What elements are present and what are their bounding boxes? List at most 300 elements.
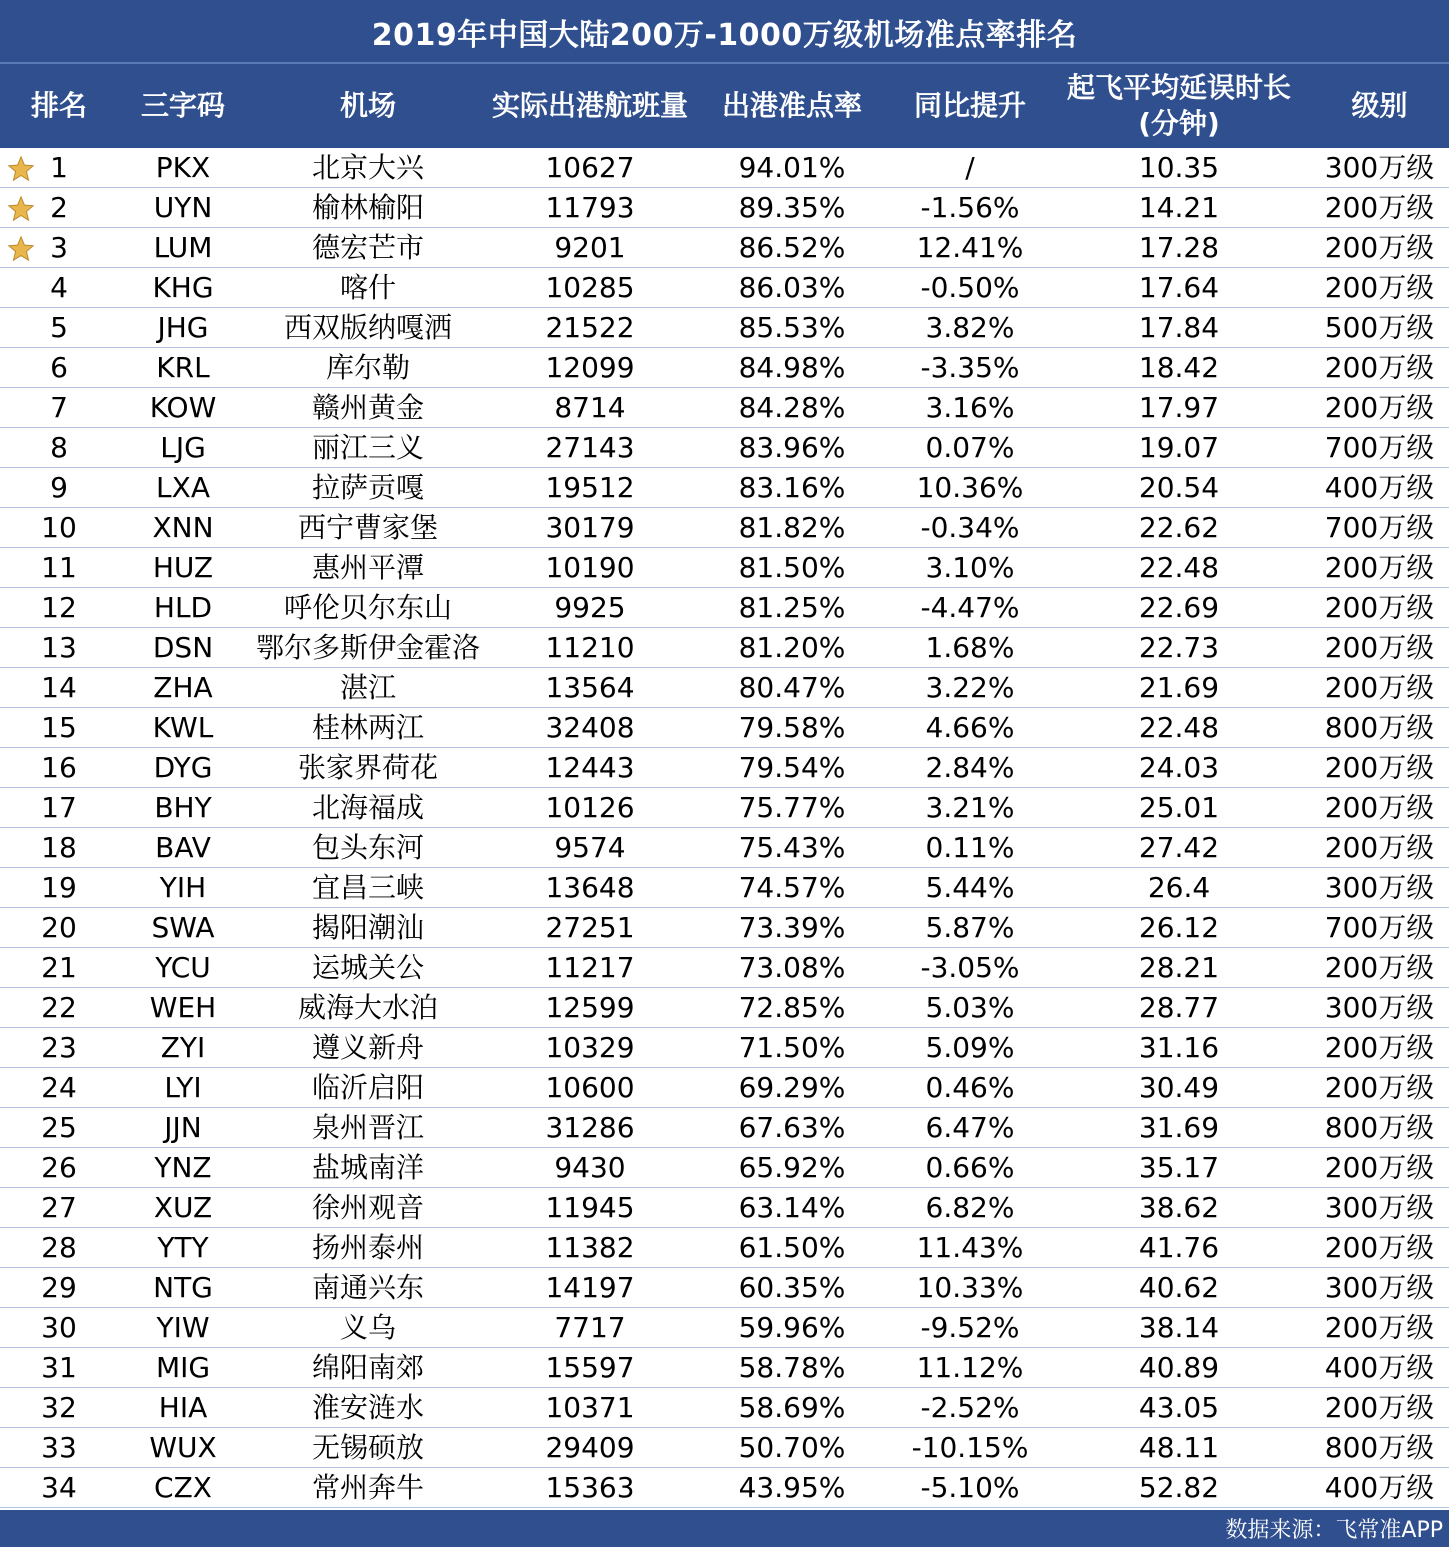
cell-rank: [0, 1028, 118, 1068]
table-row: [0, 708, 1449, 748]
cell-yoy: 3.21%: [925, 791, 1015, 824]
cell-ontime: 59.96%: [738, 1311, 846, 1344]
cell-ontime: 85.53%: [738, 311, 846, 344]
cell-code: BAV: [155, 831, 211, 864]
rank-number: 16: [41, 751, 77, 784]
cell-code: PKX: [155, 151, 211, 184]
cell-rank: [0, 1308, 118, 1348]
cell-code: HLD: [153, 591, 213, 624]
cell-airport: 遵义新舟: [311, 1031, 424, 1064]
header-delay-line2: (分钟): [1138, 107, 1220, 140]
cell-yoy: 0.66%: [925, 1151, 1015, 1184]
cell-delay: 52.82: [1138, 1471, 1220, 1504]
cell-delay: 22.48: [1138, 711, 1220, 744]
cell-rank: [0, 348, 118, 388]
rank-number: 2: [50, 191, 68, 224]
header-level: 级别: [1351, 89, 1408, 122]
table-row: [0, 1428, 1449, 1468]
cell-ontime: 81.25%: [738, 591, 846, 624]
cell-flights: 21522: [545, 311, 635, 344]
cell-level: 200万级: [1324, 951, 1435, 984]
cell-airport: 湛江: [339, 671, 396, 704]
table-row: [0, 1068, 1449, 1108]
cell-code: SWA: [151, 911, 215, 944]
cell-airport: 北京大兴: [311, 151, 424, 184]
cell-yoy: 1.68%: [925, 631, 1015, 664]
cell-level: 200万级: [1324, 1151, 1435, 1184]
rank-number: 1: [50, 151, 68, 184]
rank-number: 14: [41, 671, 77, 704]
cell-rank: [0, 308, 118, 348]
cell-level: 300万级: [1324, 1191, 1435, 1224]
cell-rank: [0, 228, 118, 268]
rank-number: 6: [50, 351, 68, 384]
cell-ontime: 84.28%: [738, 391, 846, 424]
cell-yoy: -0.50%: [920, 271, 1020, 304]
cell-code: LYI: [164, 1071, 202, 1104]
rank-number: 22: [41, 991, 77, 1024]
cell-delay: 17.28: [1138, 231, 1220, 264]
cell-rank: [0, 908, 118, 948]
cell-level: 700万级: [1324, 511, 1435, 544]
cell-level: 200万级: [1324, 271, 1435, 304]
cell-rank: [0, 508, 118, 548]
cell-airport: 宜昌三峡: [311, 871, 424, 904]
cell-rank: [0, 1068, 118, 1108]
cell-flights: 27143: [545, 431, 635, 464]
cell-yoy: 2.84%: [925, 751, 1015, 784]
cell-delay: 27.42: [1138, 831, 1220, 864]
cell-delay: 22.48: [1138, 551, 1220, 584]
cell-level: 300万级: [1324, 871, 1435, 904]
cell-airport: 德宏芒市: [311, 231, 424, 264]
cell-yoy: -9.52%: [920, 1311, 1020, 1344]
cell-flights: 15597: [545, 1351, 635, 1384]
cell-ontime: 50.70%: [738, 1431, 846, 1464]
cell-yoy: -3.35%: [920, 351, 1020, 384]
cell-flights: 29409: [545, 1431, 635, 1464]
cell-ontime: 73.08%: [738, 951, 846, 984]
rank-number: 33: [41, 1431, 77, 1464]
cell-rank: [0, 748, 118, 788]
cell-code: HIA: [158, 1391, 208, 1424]
cell-yoy: 0.11%: [925, 831, 1015, 864]
cell-rank: [0, 668, 118, 708]
cell-airport: 扬州泰州: [311, 1231, 424, 1264]
cell-ontime: 79.54%: [738, 751, 846, 784]
cell-code: DYG: [153, 751, 213, 784]
cell-rank: [0, 1228, 118, 1268]
cell-ontime: 69.29%: [738, 1071, 846, 1104]
cell-flights: 11945: [545, 1191, 635, 1224]
cell-yoy: 5.03%: [925, 991, 1015, 1024]
table-row: [0, 1108, 1449, 1148]
cell-ontime: 61.50%: [738, 1231, 846, 1264]
cell-flights: 10371: [545, 1391, 635, 1424]
cell-yoy: 12.41%: [916, 231, 1024, 264]
cell-level: 500万级: [1324, 311, 1435, 344]
cell-level: 200万级: [1324, 1031, 1435, 1064]
rank-number: 28: [41, 1231, 77, 1264]
cell-level: 700万级: [1324, 911, 1435, 944]
cell-rank: [0, 1348, 118, 1388]
cell-delay: 21.69: [1138, 671, 1220, 704]
cell-yoy: 3.82%: [925, 311, 1015, 344]
table-row: [0, 588, 1449, 628]
cell-delay: 31.16: [1138, 1031, 1220, 1064]
cell-yoy: -0.34%: [920, 511, 1020, 544]
cell-yoy: 5.87%: [925, 911, 1015, 944]
cell-code: JJN: [164, 1111, 202, 1144]
cell-ontime: 73.39%: [738, 911, 846, 944]
cell-yoy: 5.44%: [925, 871, 1015, 904]
table-row: [0, 1188, 1449, 1228]
cell-delay: 25.01: [1138, 791, 1220, 824]
cell-flights: 7717: [554, 1311, 626, 1344]
cell-ontime: 80.47%: [738, 671, 846, 704]
cell-flights: 9574: [554, 831, 626, 864]
cell-flights: 9925: [554, 591, 626, 624]
rank-number: 32: [41, 1391, 77, 1424]
cell-rank: [0, 1268, 118, 1308]
table-row: [0, 308, 1449, 348]
cell-delay: 22.69: [1138, 591, 1220, 624]
cell-level: 300万级: [1324, 151, 1435, 184]
table-row: [0, 1388, 1449, 1428]
rank-number: 4: [50, 271, 68, 304]
cell-delay: 17.97: [1138, 391, 1220, 424]
rank-number: 19: [41, 871, 77, 904]
cell-rank: [0, 268, 118, 308]
cell-level: 200万级: [1324, 591, 1435, 624]
cell-yoy: -3.05%: [920, 951, 1020, 984]
cell-flights: 27251: [545, 911, 635, 944]
header-yoy: 同比提升: [913, 89, 1026, 122]
rank-number: 17: [41, 791, 77, 824]
rank-number: 18: [41, 831, 77, 864]
cell-rank: [0, 588, 118, 628]
cell-yoy: 11.43%: [916, 1231, 1024, 1264]
cell-code: BHY: [154, 791, 212, 824]
cell-airport: 拉萨贡嘎: [311, 471, 424, 504]
cell-code: XNN: [152, 511, 214, 544]
cell-code: LUM: [153, 231, 213, 264]
table-row: [0, 948, 1449, 988]
cell-delay: 22.73: [1138, 631, 1220, 664]
cell-level: 700万级: [1324, 431, 1435, 464]
cell-yoy: 10.36%: [916, 471, 1024, 504]
cell-level: 800万级: [1324, 711, 1435, 744]
cell-yoy: 11.12%: [916, 1351, 1024, 1384]
cell-level: 800万级: [1324, 1431, 1435, 1464]
cell-code: NTG: [153, 1271, 213, 1304]
cell-rank: [0, 1188, 118, 1228]
cell-airport: 桂林两江: [311, 711, 424, 744]
cell-flights: 10285: [545, 271, 635, 304]
cell-delay: 17.84: [1138, 311, 1220, 344]
cell-rank: [0, 1388, 118, 1428]
header-rank: 排名: [30, 89, 87, 122]
header-flights: 实际出港航班量: [491, 89, 688, 122]
cell-level: 400万级: [1324, 471, 1435, 504]
table-row: [0, 548, 1449, 588]
table-row: [0, 1148, 1449, 1188]
cell-delay: 31.69: [1138, 1111, 1220, 1144]
cell-code: LXA: [156, 471, 210, 504]
header-delay: [1048, 64, 1310, 148]
cell-level: 400万级: [1324, 1351, 1435, 1384]
cell-flights: 14197: [545, 1271, 635, 1304]
cell-yoy: 5.09%: [925, 1031, 1015, 1064]
cell-ontime: 83.96%: [738, 431, 846, 464]
cell-delay: 20.54: [1138, 471, 1220, 504]
table-row: [0, 348, 1449, 388]
cell-code: XUZ: [153, 1191, 213, 1224]
cell-airport: 徐州观音: [311, 1191, 424, 1224]
cell-code: ZYI: [160, 1031, 206, 1064]
cell-airport: 义乌: [339, 1311, 396, 1344]
cell-ontime: 94.01%: [738, 151, 846, 184]
cell-level: 400万级: [1324, 1471, 1435, 1504]
cell-delay: 18.42: [1138, 351, 1220, 384]
cell-airport: 西宁曹家堡: [297, 511, 438, 544]
cell-delay: 40.89: [1138, 1351, 1220, 1384]
cell-ontime: 84.98%: [738, 351, 846, 384]
cell-yoy: 0.46%: [925, 1071, 1015, 1104]
cell-level: 200万级: [1324, 831, 1435, 864]
cell-delay: 28.77: [1138, 991, 1220, 1024]
table-row: [0, 428, 1449, 468]
cell-level: 800万级: [1324, 1111, 1435, 1144]
cell-delay: 40.62: [1138, 1271, 1220, 1304]
cell-code: LJG: [160, 431, 206, 464]
rank-number: 9: [50, 471, 68, 504]
rank-number: 12: [41, 591, 77, 624]
cell-level: 200万级: [1324, 1391, 1435, 1424]
cell-delay: 19.07: [1138, 431, 1220, 464]
cell-flights: 10190: [545, 551, 635, 584]
table-row: [0, 268, 1449, 308]
cell-code: HUZ: [152, 551, 214, 584]
cell-flights: 13564: [545, 671, 635, 704]
cell-code: WEH: [149, 991, 217, 1024]
cell-airport: 淮安涟水: [311, 1391, 424, 1424]
cell-airport: 呼伦贝尔东山: [283, 591, 452, 624]
rank-number: 26: [41, 1151, 77, 1184]
cell-airport: 南通兴东: [311, 1271, 424, 1304]
cell-airport: 张家界荷花: [297, 751, 438, 784]
cell-ontime: 81.20%: [738, 631, 846, 664]
cell-rank: [0, 428, 118, 468]
cell-ontime: 58.69%: [738, 1391, 846, 1424]
cell-ontime: 67.63%: [738, 1111, 846, 1144]
cell-airport: 库尔勒: [325, 351, 410, 384]
cell-level: 300万级: [1324, 1271, 1435, 1304]
cell-yoy: 10.33%: [916, 1271, 1024, 1304]
table-row: [0, 148, 1449, 188]
rank-number: 13: [41, 631, 77, 664]
cell-code: KRL: [156, 351, 210, 384]
header-ontime: 出港准点率: [721, 89, 862, 122]
table-row: [0, 1348, 1449, 1388]
cell-delay: 28.21: [1138, 951, 1220, 984]
cell-flights: 12099: [545, 351, 635, 384]
cell-airport: 喀什: [339, 271, 396, 304]
cell-flights: 8714: [554, 391, 626, 424]
cell-ontime: 58.78%: [738, 1351, 846, 1384]
cell-airport: 揭阳潮汕: [311, 911, 424, 944]
cell-airport: 临沂启阳: [311, 1071, 424, 1104]
cell-yoy: -4.47%: [920, 591, 1020, 624]
cell-yoy: 3.22%: [925, 671, 1015, 704]
header-airport: 机场: [339, 89, 396, 122]
cell-level: 200万级: [1324, 791, 1435, 824]
cell-yoy: 6.82%: [925, 1191, 1015, 1224]
table-row: [0, 908, 1449, 948]
cell-rank: [0, 1468, 118, 1508]
cell-yoy: -2.52%: [920, 1391, 1020, 1424]
table-row: [0, 748, 1449, 788]
table-row: [0, 828, 1449, 868]
cell-rank: [0, 388, 118, 428]
cell-airport: 包头东河: [311, 831, 424, 864]
cell-delay: 24.03: [1138, 751, 1220, 784]
cell-rank: [0, 988, 118, 1028]
cell-yoy: 3.16%: [925, 391, 1015, 424]
cell-delay: 26.4: [1147, 871, 1211, 904]
rank-number: 11: [41, 551, 77, 584]
star-icon: [6, 195, 36, 223]
cell-ontime: 75.43%: [738, 831, 846, 864]
cell-level: 200万级: [1324, 191, 1435, 224]
cell-code: WUX: [149, 1431, 217, 1464]
cell-delay: 38.14: [1138, 1311, 1220, 1344]
cell-flights: 19512: [545, 471, 635, 504]
cell-level: 200万级: [1324, 391, 1435, 424]
cell-flights: 10329: [545, 1031, 635, 1064]
cell-code: YNZ: [154, 1151, 212, 1184]
cell-rank: [0, 828, 118, 868]
table-row: [0, 1228, 1449, 1268]
table-row: [0, 1468, 1449, 1508]
cell-delay: 17.64: [1138, 271, 1220, 304]
header-delay-line1: 起飞平均延误时长: [1066, 71, 1291, 104]
cell-ontime: 79.58%: [738, 711, 846, 744]
cell-ontime: 60.35%: [738, 1271, 846, 1304]
cell-ontime: 81.50%: [738, 551, 846, 584]
table-body: [0, 148, 1449, 1508]
cell-delay: 38.62: [1138, 1191, 1220, 1224]
table-row: [0, 1028, 1449, 1068]
cell-rank: [0, 868, 118, 908]
cell-delay: 48.11: [1138, 1431, 1220, 1464]
rank-number: 3: [50, 231, 68, 264]
cell-yoy: 0.07%: [925, 431, 1015, 464]
cell-level: 200万级: [1324, 1071, 1435, 1104]
rank-number: 24: [41, 1071, 77, 1104]
table-title: 2019年中国大陆200万-1000万级机场准点率排名: [0, 0, 1449, 64]
cell-flights: 12599: [545, 991, 635, 1024]
cell-airport: 惠州平潭: [311, 551, 424, 584]
cell-flights: 31286: [545, 1111, 635, 1144]
cell-airport: 鄂尔多斯伊金霍洛: [255, 631, 480, 664]
table-row: [0, 508, 1449, 548]
cell-level: 200万级: [1324, 351, 1435, 384]
cell-delay: 10.35: [1138, 151, 1220, 184]
rank-number: 5: [50, 311, 68, 344]
rank-number: 27: [41, 1191, 77, 1224]
cell-airport: 榆林榆阳: [311, 191, 424, 224]
cell-ontime: 43.95%: [738, 1471, 846, 1504]
table-row: [0, 1308, 1449, 1348]
cell-code: YTY: [157, 1231, 209, 1264]
cell-rank: [0, 1108, 118, 1148]
star-icon: [6, 235, 36, 263]
cell-delay: 35.17: [1138, 1151, 1220, 1184]
cell-flights: 15363: [545, 1471, 635, 1504]
cell-level: 200万级: [1324, 1231, 1435, 1264]
table-row: [0, 628, 1449, 668]
cell-ontime: 81.82%: [738, 511, 846, 544]
rank-number: 31: [41, 1351, 77, 1384]
cell-flights: 11210: [545, 631, 635, 664]
cell-airport: 绵阳南郊: [311, 1351, 424, 1384]
cell-airport: 丽江三义: [311, 431, 424, 464]
cell-ontime: 71.50%: [738, 1031, 846, 1064]
rank-number: 15: [41, 711, 77, 744]
cell-level: 200万级: [1324, 751, 1435, 784]
cell-level: 200万级: [1324, 631, 1435, 664]
cell-flights: 11382: [545, 1231, 635, 1264]
cell-ontime: 72.85%: [738, 991, 846, 1024]
cell-yoy: -10.15%: [911, 1431, 1029, 1464]
cell-rank: [0, 468, 118, 508]
cell-ontime: 75.77%: [738, 791, 846, 824]
cell-flights: 9430: [554, 1151, 626, 1184]
cell-airport: 威海大水泊: [297, 991, 438, 1024]
cell-flights: 11793: [545, 191, 635, 224]
rank-number: 20: [41, 911, 77, 944]
cell-airport: 无锡硕放: [311, 1431, 424, 1464]
cell-airport: 泉州晋江: [311, 1111, 424, 1144]
rank-number: 34: [41, 1471, 77, 1504]
cell-yoy: 3.10%: [925, 551, 1015, 584]
cell-ontime: 65.92%: [738, 1151, 846, 1184]
cell-code: YCU: [155, 951, 211, 984]
cell-flights: 30179: [545, 511, 635, 544]
cell-level: 300万级: [1324, 991, 1435, 1024]
table-row: [0, 1268, 1449, 1308]
cell-code: KHG: [152, 271, 214, 304]
cell-level: 200万级: [1324, 671, 1435, 704]
cell-code: JHG: [157, 311, 209, 344]
star-icon: [6, 155, 36, 183]
table-row: [0, 668, 1449, 708]
rank-number: 7: [50, 391, 68, 424]
cell-rank: [0, 788, 118, 828]
cell-flights: 10627: [545, 151, 635, 184]
cell-ontime: 86.52%: [738, 231, 846, 264]
cell-ontime: 86.03%: [738, 271, 846, 304]
cell-ontime: 83.16%: [738, 471, 846, 504]
cell-flights: 32408: [545, 711, 635, 744]
cell-code: ZHA: [153, 671, 213, 704]
cell-code: KOW: [149, 391, 217, 424]
cell-rank: [0, 548, 118, 588]
cell-airport: 运城关公: [311, 951, 424, 984]
cell-code: MIG: [155, 1351, 211, 1384]
cell-flights: 9201: [554, 231, 626, 264]
